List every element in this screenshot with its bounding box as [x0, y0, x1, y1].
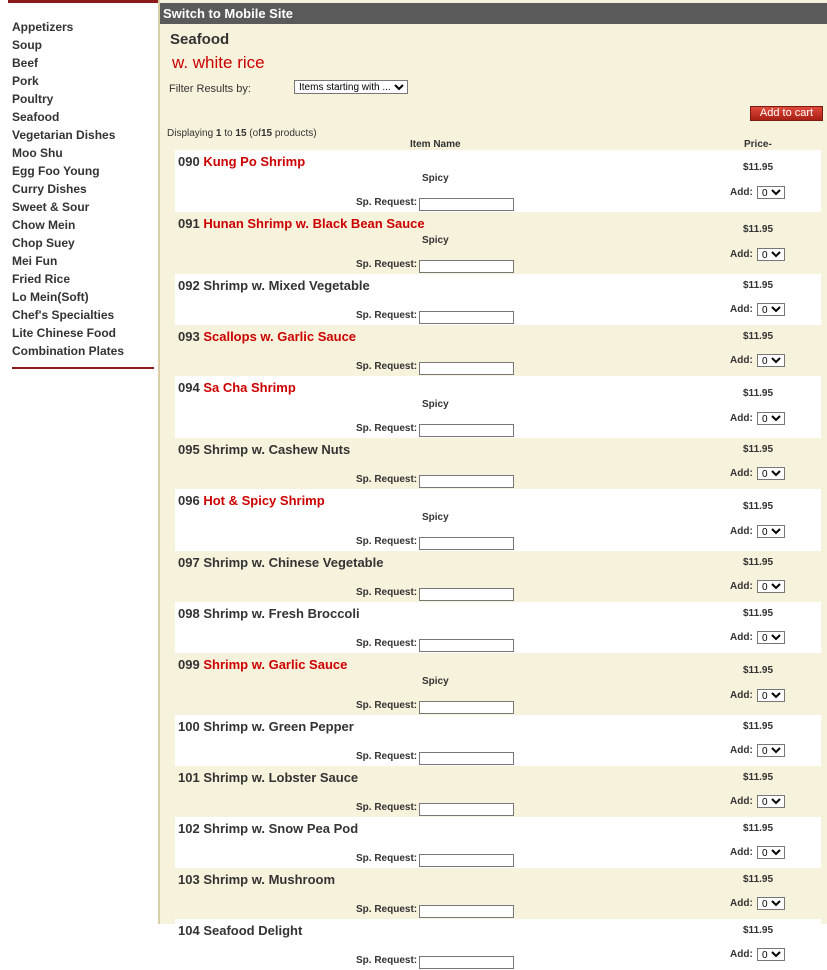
product-title: [178, 719, 354, 734]
product-row: [175, 715, 821, 766]
sidebar-category-link[interactable]: Chop Suey: [12, 236, 75, 250]
product-number: 102: [178, 821, 200, 836]
product-number: 104: [178, 923, 200, 938]
special-request-input[interactable]: [419, 198, 514, 211]
special-request-label: Sp. Request:: [356, 638, 418, 649]
product-name[interactable]: Shrimp w. Green Pepper: [203, 719, 354, 734]
special-request-input[interactable]: [419, 803, 514, 816]
display-from: 1: [215, 128, 222, 139]
special-request-label: Sp. Request:: [356, 802, 418, 813]
quantity-select[interactable]: [757, 354, 785, 367]
sidebar-category-link[interactable]: Combination Plates: [12, 344, 125, 358]
special-request-label: Sp. Request:: [356, 751, 418, 762]
product-price: $11.95: [743, 665, 774, 676]
quantity-select[interactable]: [757, 744, 785, 757]
sidebar-category-link[interactable]: Soup: [12, 38, 42, 52]
add-label: Add:: [730, 632, 753, 643]
product-name[interactable]: Hot & Spicy Shrimp: [203, 493, 325, 508]
product-number: 098: [178, 606, 200, 621]
add-label: Add:: [730, 745, 753, 756]
product-title: [178, 154, 305, 169]
sidebar-category-link[interactable]: Egg Foo Young: [12, 164, 100, 178]
special-request-label: Sp. Request:: [356, 955, 418, 966]
product-price: $11.95: [743, 874, 774, 885]
product-row: [175, 150, 821, 212]
product-price: $11.95: [743, 608, 774, 619]
product-price: $11.95: [743, 772, 774, 783]
sidebar-category-link[interactable]: Curry Dishes: [12, 182, 87, 196]
product-row: [175, 653, 821, 715]
add-label: Add:: [730, 413, 753, 424]
add-label: Add:: [730, 796, 753, 807]
quantity-select[interactable]: [757, 186, 785, 199]
display-to-word: to: [224, 128, 233, 139]
product-name[interactable]: Shrimp w. Snow Pea Pod: [203, 821, 359, 836]
product-title: [178, 555, 383, 570]
product-title: [178, 923, 302, 938]
sidebar-category-link[interactable]: Fried Rice: [12, 272, 71, 286]
add-label: Add:: [730, 355, 753, 366]
display-prefix: Displaying: [167, 128, 214, 139]
special-request-input[interactable]: [419, 752, 514, 765]
special-request-input[interactable]: [419, 475, 514, 488]
product-number: 091: [178, 216, 200, 231]
product-number: 094: [178, 380, 200, 395]
add-label: Add:: [730, 581, 753, 592]
product-price: $11.95: [743, 224, 774, 235]
product-title: [178, 216, 425, 231]
product-row: [175, 438, 821, 489]
special-request-label: Sp. Request:: [356, 474, 418, 485]
page-title: Seafood: [170, 31, 230, 48]
product-row: [175, 919, 821, 970]
sidebar-category-link[interactable]: Lo Mein(Soft): [12, 290, 89, 304]
quantity-select[interactable]: [757, 795, 785, 808]
add-label: Add:: [730, 187, 753, 198]
special-request-label: Sp. Request:: [356, 423, 418, 434]
product-name[interactable]: Shrimp w. Mixed Vegetable: [203, 278, 370, 293]
product-title: [178, 380, 296, 395]
product-number: 101: [178, 770, 200, 785]
product-row: [175, 602, 821, 653]
product-price: $11.95: [743, 823, 774, 834]
main-panel: [158, 0, 827, 966]
add-to-cart-button[interactable]: Add to cart: [750, 106, 823, 121]
add-label: Add:: [730, 898, 753, 909]
special-request-label: Sp. Request:: [356, 361, 418, 372]
quantity-select[interactable]: [757, 631, 785, 644]
special-request-label: Sp. Request:: [356, 197, 418, 208]
filter-select[interactable]: [294, 80, 408, 94]
product-price: $11.95: [743, 444, 774, 455]
product-name[interactable]: Shrimp w. Garlic Sauce: [203, 657, 348, 672]
quantity-select[interactable]: [757, 525, 785, 538]
sidebar-category-link[interactable]: Moo Shu: [12, 146, 63, 160]
product-price: $11.95: [743, 280, 774, 291]
special-request-label: Sp. Request:: [356, 587, 418, 598]
product-name[interactable]: Seafood Delight: [203, 923, 303, 938]
special-request-input[interactable]: [419, 854, 514, 867]
quantity-select[interactable]: [757, 248, 785, 261]
product-number: 092: [178, 278, 200, 293]
quantity-select[interactable]: [757, 303, 785, 316]
left-sidebar: [0, 0, 158, 924]
quantity-select[interactable]: [757, 948, 785, 961]
results-count: [167, 128, 317, 139]
product-row: [175, 817, 821, 868]
add-label: Add:: [730, 526, 753, 537]
display-suffix: products): [274, 128, 317, 139]
special-request-input[interactable]: [419, 537, 514, 550]
special-request-label: Sp. Request:: [356, 259, 418, 270]
sidebar-category-link[interactable]: Seafood: [12, 110, 60, 124]
special-request-input[interactable]: [419, 905, 514, 918]
display-to: 15: [235, 128, 247, 139]
page-subtitle: w. white rice: [172, 53, 265, 72]
column-header-price: Price-: [744, 139, 772, 150]
product-row: [175, 766, 821, 817]
product-price: $11.95: [743, 557, 774, 568]
product-number: 097: [178, 555, 200, 570]
spicy-label: Spicy: [422, 235, 449, 246]
column-header-item-name: Item Name: [410, 139, 461, 150]
special-request-label: Sp. Request:: [356, 310, 418, 321]
product-row: [175, 376, 821, 438]
product-row: [175, 868, 821, 919]
sidebar-category-link[interactable]: Mei Fun: [12, 254, 58, 268]
product-price: $11.95: [743, 925, 774, 936]
product-number: 100: [178, 719, 200, 734]
product-number: 093: [178, 329, 200, 344]
product-name[interactable]: Shrimp w. Chinese Vegetable: [203, 555, 384, 570]
product-number: 103: [178, 872, 200, 887]
add-label: Add:: [730, 304, 753, 315]
add-label: Add:: [730, 249, 753, 260]
quantity-select[interactable]: [757, 580, 785, 593]
special-request-input[interactable]: [419, 639, 514, 652]
product-name[interactable]: Shrimp w. Cashew Nuts: [203, 442, 351, 457]
product-list: [175, 150, 821, 970]
product-title: [178, 872, 335, 887]
add-label: Add:: [730, 690, 753, 701]
special-request-label: Sp. Request:: [356, 700, 418, 711]
quantity-select[interactable]: [757, 897, 785, 910]
sidebar-category-link[interactable]: Pork: [12, 74, 39, 88]
product-name[interactable]: Shrimp w. Lobster Sauce: [203, 770, 359, 785]
product-title: [178, 821, 358, 836]
add-label: Add:: [730, 468, 753, 479]
sidebar-top-bar: [8, 0, 158, 3]
display-of: (of: [249, 128, 261, 139]
sidebar-category-link[interactable]: Chef's Specialties: [12, 308, 115, 322]
special-request-input[interactable]: [419, 260, 514, 273]
product-price: $11.95: [743, 501, 774, 512]
quantity-select[interactable]: [757, 846, 785, 859]
quantity-select[interactable]: [757, 467, 785, 480]
product-title: [178, 329, 356, 344]
product-title: [178, 278, 370, 293]
special-request-input[interactable]: [419, 588, 514, 601]
product-title: [178, 657, 347, 672]
special-request-input[interactable]: [419, 424, 514, 437]
sidebar-category-link[interactable]: Appetizers: [12, 20, 74, 34]
special-request-label: Sp. Request:: [356, 904, 418, 915]
special-request-input[interactable]: [419, 362, 514, 375]
product-row: [175, 551, 821, 602]
product-name[interactable]: Scallops w. Garlic Sauce: [203, 329, 357, 344]
product-price: $11.95: [743, 162, 774, 173]
quantity-select[interactable]: [757, 689, 785, 702]
special-request-input[interactable]: [419, 956, 514, 969]
add-label: Add:: [730, 949, 753, 960]
spicy-label: Spicy: [422, 512, 449, 523]
product-title: [178, 606, 360, 621]
product-row: [175, 325, 821, 376]
special-request-input[interactable]: [419, 311, 514, 324]
add-label: Add:: [730, 847, 753, 858]
product-row: [175, 274, 821, 325]
switch-to-mobile-link[interactable]: Switch to Mobile Site: [160, 3, 827, 24]
product-name[interactable]: Hunan Shrimp w. Black Bean Sauce: [203, 216, 425, 231]
product-name[interactable]: Sa Cha Shrimp: [203, 380, 296, 395]
spicy-label: Spicy: [422, 676, 449, 687]
quantity-select[interactable]: [757, 412, 785, 425]
sidebar-category-link[interactable]: Vegetarian Dishes: [12, 128, 116, 142]
product-number: 099: [178, 657, 200, 672]
product-name[interactable]: Shrimp w. Fresh Broccoli: [203, 606, 360, 621]
special-request-label: Sp. Request:: [356, 853, 418, 864]
display-total: 15: [260, 128, 273, 139]
spicy-label: Spicy: [422, 399, 449, 410]
sidebar-divider: [12, 367, 154, 369]
product-row: [175, 212, 821, 274]
special-request-input[interactable]: [419, 701, 514, 714]
special-request-label: Sp. Request:: [356, 536, 418, 547]
sidebar-category-link[interactable]: Chow Mein: [12, 218, 76, 232]
product-price: $11.95: [743, 388, 774, 399]
product-name[interactable]: Shrimp w. Mushroom: [203, 872, 336, 887]
filter-label: Filter Results by:: [169, 83, 251, 95]
product-price: $11.95: [743, 721, 774, 732]
product-title: [178, 493, 325, 508]
product-title: [178, 442, 350, 457]
product-title: [178, 770, 358, 785]
sidebar-category-link[interactable]: Lite Chinese Food: [12, 326, 117, 340]
category-list: [12, 19, 124, 361]
product-name[interactable]: Kung Po Shrimp: [203, 154, 306, 169]
sidebar-category-link[interactable]: Beef: [12, 56, 39, 70]
sidebar-category-link[interactable]: Poultry: [12, 92, 54, 106]
product-number: 096: [178, 493, 200, 508]
spicy-label: Spicy: [422, 173, 449, 184]
product-row: [175, 489, 821, 551]
product-number: 095: [178, 442, 200, 457]
product-number: 090: [178, 154, 200, 169]
sidebar-category-link[interactable]: Sweet & Sour: [12, 200, 90, 214]
product-price: $11.95: [743, 331, 774, 342]
